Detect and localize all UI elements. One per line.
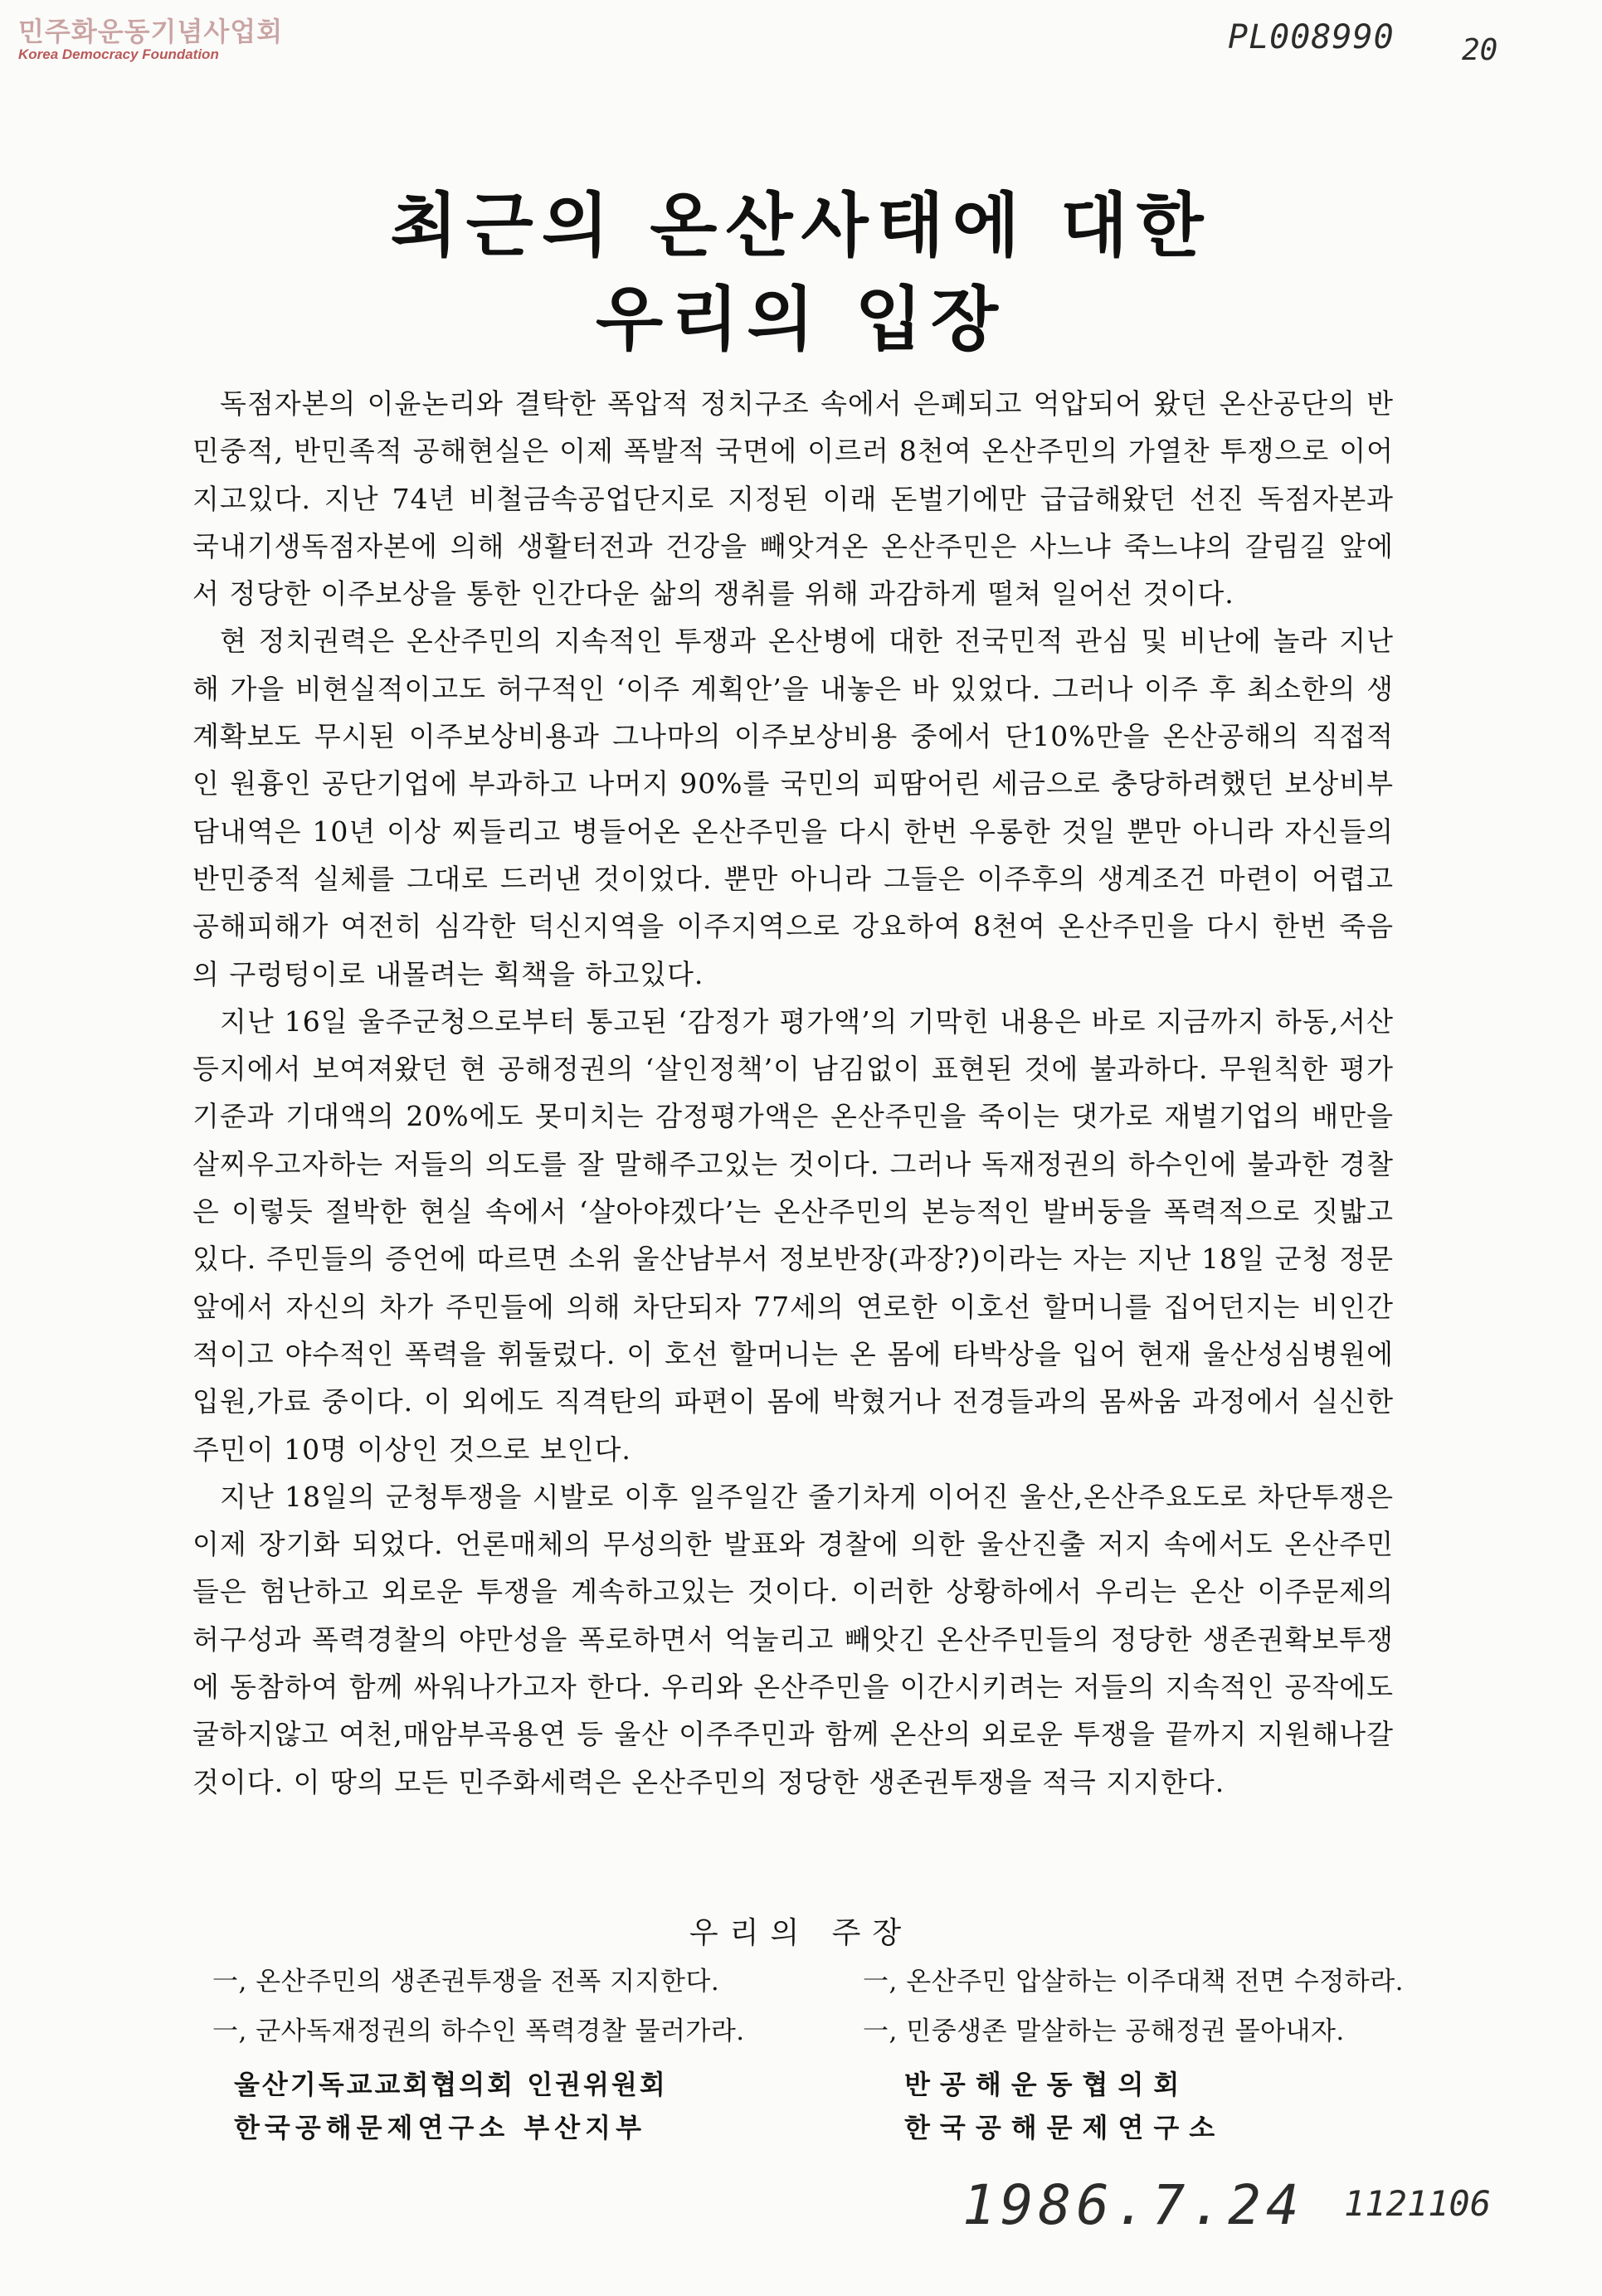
paragraph: 독점자본의 이윤논리와 결탁한 폭압적 정치구조 속에서 은폐되고 억압되어 왔던 온산공단의 반민중적, 반민족적 공해현실은 이제 폭발적 국면에 이르러 8천여 온산주민의 가열찬 투쟁으로 이어지고있다. 지난 74년 비철금속공업단지로 지정된 이래 돈벌기에만 급급해왔던 선진 독점자본과 국내기생독점자본에 의해 생활터전과 건강을 빼앗겨온 온산주민은 사느냐 죽느냐의 갈림길 앞에서 정당한 이주보상을 통한 인간다운 삶의 쟁취를 위해 과감하게 떨쳐 일어선 것이다.	[192, 387, 1394, 610]
claim-item: 一, 군사독재정권의 하수인 폭력경찰 물러가라.	[212, 2016, 745, 2046]
statement-body	[192, 380, 1394, 1806]
claim-item: 一, 온산주민의 생존권투쟁을 전폭 지지한다.	[212, 1967, 720, 1997]
signatory-organization: 울산기독교교회협의회 인권위원회	[234, 2069, 668, 2100]
archive-code: PL008990	[1228, 18, 1395, 56]
signatory-organization: 반공해운동협의회	[904, 2069, 1190, 2100]
paragraph: 현 정치권력은 온산주민의 지속적인 투쟁과 온산병에 대한 전국민적 관심 및 비난에 놀라 지난 해 가을 비현실적이고도 허구적인 ‘이주 계획안’을 내놓은 바 있었다. 그러나 이주 후 최소한의 생계확보도 무시된 이주보상비용과 그나마의 이주보상비용 중에서 단10%만을 온산공해의 직접적인 원흉인 공단기업에 부과하고 나머지 90%를 국민의 피땀어린 세금으로 충당하려했던 보상비부담내역은 10년 이상 찌들리고 병들어온 온산주민을 다시 한번 우롱한 것일 뿐만 아니라 자신들의 반민중적 실체를 그대로 드러낸 것이었다. 뿐만 아니라 그들은 이주후의 생계조건 마련이 어렵고 공해피해가 여전히 심각한 덕신지역을 이주지역으로 강요하여 8천여 온산주민을 다시 한번 죽음의 구렁텅이로 내몰려는 획책을 하고있다.	[192, 625, 1394, 990]
page-number: 20	[1462, 33, 1498, 67]
claims-heading: 우리의 주장	[689, 1916, 913, 1950]
claim-item: 一, 민중생존 말살하는 공해정권 몰아내자.	[863, 2016, 1345, 2046]
document-code: 1121106	[1344, 2183, 1492, 2224]
watermark-name-english: Korea Democracy Foundation	[18, 46, 219, 62]
title-line-1: 최근의 온산사태에 대한	[390, 185, 1212, 266]
signatory-organization: 한국공해문제연구소	[904, 2112, 1225, 2143]
paragraph: 지난 16일 울주군청으로부터 통고된 ‘감정가 평가액’의 기막힌 내용은 바로 지금까지 하동,서산 등지에서 보여져왔던 현 공해정권의 ‘살인정책’이 남김없이 표현된 것에 불과하다. 무원칙한 평가기준과 기대액의 20%에도 못미치는 감정평가액은 온산주민을 죽이는 댓가로 재벌기업의 배만을 살찌우고자하는 저들의 의도를 잘 말해주고있는 것이다. 그러나 독재정권의 하수인에 불과한 경찰은 이렇듯 절박한 현실 속에서 ‘살아야겠다’는 온산주민의 본능적인 발버둥을 폭력적으로 짓밟고있다. 주민들의 증언에 따르면 소위 울산남부서 정보반장(과장?)이라는 자는 지난 18일 군청 정문 앞에서 자신의 차가 주민들에 의해 차단되자 77세의 연로한 이호선 할머니를 집어던지는 비인간적이고 야수적인 폭력을 휘둘렀다. 이 호선 할머니는 온 몸에 타박상을 입어 현재 울산성심병원에 입원,가료 중이다. 이 외에도 직격탄의 파편이 몸에 박혔거나 전경들과의 몸싸움 과정에서 실신한 주민이 10명 이상인 것으로 보인다.	[192, 1004, 1394, 1466]
paragraph: 지난 18일의 군청투쟁을 시발로 이후 일주일간 줄기차게 이어진 울산,온산주요도로 차단투쟁은 이제 장기화 되었다. 언론매체의 무성의한 발표와 경찰에 의한 울산진출 저지 속에서도 온산주민들은 험난하고 외로운 투쟁을 계속하고있는 것이다. 이러한 상황하에서 우리는 온산 이주문제의 허구성과 폭력경찰의 야만성을 폭로하면서 억눌리고 빼앗긴 온산주민들의 정당한 생존권확보투쟁에 동참하여 함께 싸워나가고자 한다. 우리와 온산주민을 이간시키려는 저들의 지속적인 공작에도 굴하지않고 여천,매암부곡용연 등 울산 이주주민과 함께 온산의 외로운 투쟁을 끝까지 지원해나갈 것이다. 이 땅의 모든 민주화세력은 온산주민의 정당한 생존권투쟁을 적극 지지한다.	[192, 1480, 1394, 1798]
watermark-logo	[18, 17, 283, 63]
claim-item: 一, 온산주민 압살하는 이주대책 전면 수정하라.	[863, 1967, 1405, 1997]
watermark-name-korean: 민주화운동기념사업회	[18, 16, 284, 47]
title-line-2: 우리의 입장	[596, 279, 1006, 360]
handwritten-date: 1986.7.24	[962, 2173, 1304, 2237]
signatory-organization: 한국공해문제연구소 부산지부	[234, 2112, 646, 2143]
